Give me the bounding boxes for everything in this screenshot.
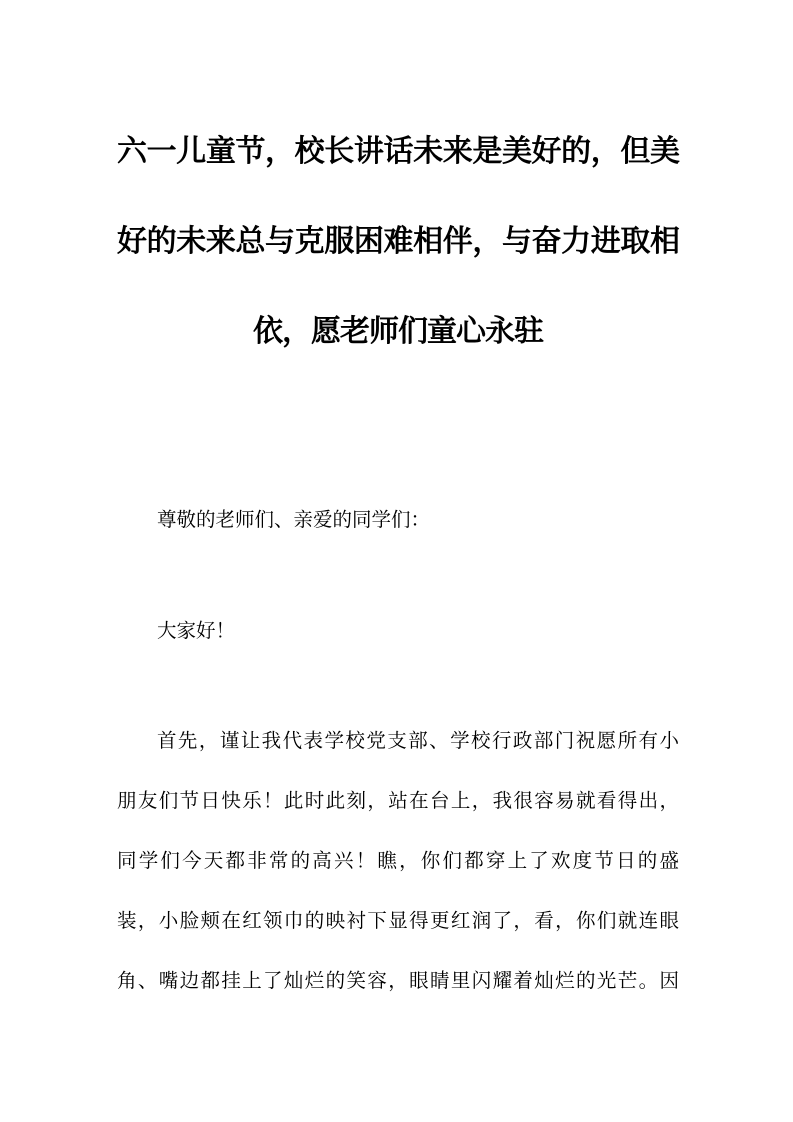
title-line-3: 依，愿老师们童心永驻 bbox=[253, 314, 543, 349]
document-body bbox=[117, 490, 679, 550]
greeting-block bbox=[117, 601, 679, 661]
paragraph-line-3: 同学们今天都非常的高兴！瞧，你们都穿上了欢度节日的盛 bbox=[117, 849, 679, 872]
paragraph-line-2: 朋友们节日快乐！此时此刻，站在台上，我很容易就看得出， bbox=[117, 789, 679, 812]
salutation: 尊敬的老师们、亲爱的同学们： bbox=[157, 508, 431, 531]
opening-paragraph bbox=[117, 711, 679, 1011]
document-title bbox=[117, 107, 679, 377]
paragraph-line-1: 首先，谨让我代表学校党支部、学校行政部门祝愿所有小 bbox=[157, 729, 679, 752]
paragraph-line-4: 装，小脸颊在红领巾的映衬下显得更红润了，看，你们就连眼 bbox=[117, 909, 679, 932]
title-line-1: 六一儿童节，校长讲话未来是美好的，但美 bbox=[117, 134, 679, 169]
greeting: 大家好！ bbox=[157, 619, 236, 642]
paragraph-line-5: 角、嘴边都挂上了灿烂的笑容，眼睛里闪耀着灿烂的光芒。因 bbox=[117, 969, 679, 992]
title-line-2: 好的未来总与克服困难相伴，与奋力进取相 bbox=[117, 224, 679, 259]
